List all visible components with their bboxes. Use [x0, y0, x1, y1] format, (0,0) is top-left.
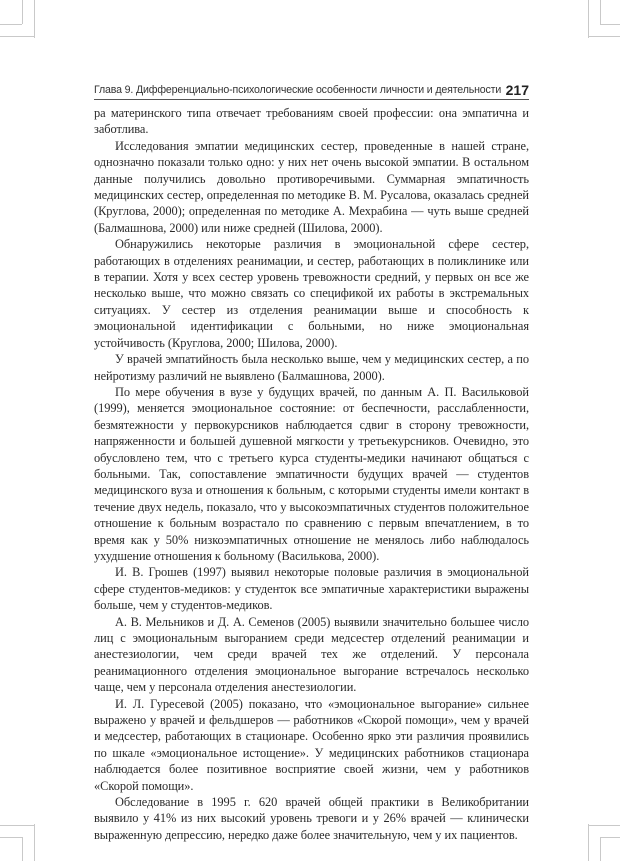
paragraph: А. В. Мельников и Д. А. Семенов (2005) выявили значительно большее число лиц с эмоциональным выгоранием среди медсестер отделений реанимации и анестезиологии, чем среди врачей тех же отделений. У персонала реанимационного отделения эмоциональное выгорание встречалось несколько чаще, чем у персонала отделения анестезиологии. [94, 614, 529, 695]
crop-mark [22, 0, 23, 24]
crop-mark [0, 24, 22, 25]
crop-mark [34, 0, 35, 38]
paragraph: И. Л. Гуресевой (2005) показано, что «эмоциональное выгорание» сильнее выражено у врачей и фельдшеров — работников «Скорой помощи», чем у врачей и медсестер, работающих в стационаре. Особенно ярко эти различия проявились по шкале «эмоциональное истощение». У медицинских работников стационара наблюдается более позитивное восприятие своей жизни, чем у работников «Скорой помощи». [94, 696, 529, 793]
crop-mark [588, 825, 620, 826]
paragraph: ра материнского типа отвечает требованиям своей профессии: она эмпатична и заботлива. [94, 106, 529, 137]
crop-mark [600, 0, 601, 24]
paragraph: По мере обучения в вузе у будущих врачей, по данным А. П. Васильковой (1999), меняется эмоциональное состояние: от беспечности, расслабленности, безмятежности у первокурсников наблюдается сдвиг в сторону тревожности, напряженности и большей душевной мягкости у третьекурсников. Очевидно, это обусловлено тем, что с третьего курса студенты-медики начинают общаться с больными. Так, сопоставление эмпатичности будущих врачей — студентов медицинского вуза и отношения к больным, с которыми студенты имели контакт в течение двух недель, показало, что у высокоэмпатичных студентов положительное отношение к больным возрастало по сравнению с первым впечатлением, в то время как у 50% низкоэмпатичных отношение не менялось либо наблюдалось ухудшение отношения к больному (Василькова, 2000). [94, 384, 529, 563]
crop-mark [600, 837, 601, 861]
crop-mark [588, 36, 620, 37]
paragraph: Исследования эмпатии медицинских сестер, проведенные в нашей стране, однозначно показали только одно: у них нет очень высокой эмпатии. В остальном данные получились довольно противоречивыми. Суммарная эмпатичность медицинских сестер, определенная по методике В. М. Русалова, оказалась средней (Круглова, 2000); определенная по методике А. Мехрабина — чуть выше средней (Балмашнова, 2000) или ниже средней (Шилова, 2000). [94, 138, 529, 235]
crop-mark [0, 36, 34, 37]
paragraph: Обследование в 1995 г. 620 врачей общей практики в Великобритании выявило у 41% из них высокий уровень тревоги и у 26% врачей — клинически выраженную депрессию, нередко даже более значительную, чем у их пациентов. [94, 795, 529, 842]
running-head [94, 79, 529, 100]
crop-mark [600, 837, 620, 838]
crop-mark [600, 24, 620, 25]
crop-mark [22, 837, 23, 861]
body-text [94, 105, 529, 843]
page-number: 217 [505, 82, 529, 98]
paragraph: У врачей эмпатийность была несколько выше, чем у медицинских сестер, а по нейротизму различий не выявлено (Балмашнова, 2000). [94, 352, 529, 383]
crop-mark [0, 825, 34, 826]
crop-mark [588, 0, 589, 38]
crop-mark [0, 837, 22, 838]
chapter-title: Глава 9. Дифференциально-психологические особенности личности и деятельности [94, 84, 502, 96]
crop-mark [34, 824, 35, 861]
crop-mark [588, 824, 589, 861]
paragraph: Обнаружились некоторые различия в эмоциональной сфере сестер, работающих в отделениях реанимации, и сестер, работающих в поликлинике или в терапии. Хотя у всех сестер уровень тревожности средний, у первых он все же несколько выше, что можно связать со спецификой их работы в экстремальных ситуациях. У сестер из отделения реанимации выше и способность к эмоциональной идентификации с больными, но ниже эмоциональная устойчивость (Круглова, 2000; Шилова, 2000). [94, 237, 529, 350]
paragraph: И. В. Грошев (1997) выявил некоторые половые различия в эмоциональной сфере студентов-медиков: у студенток все эмпатичные характеристики выражены больше, чем у студентов-медиков. [94, 565, 529, 613]
